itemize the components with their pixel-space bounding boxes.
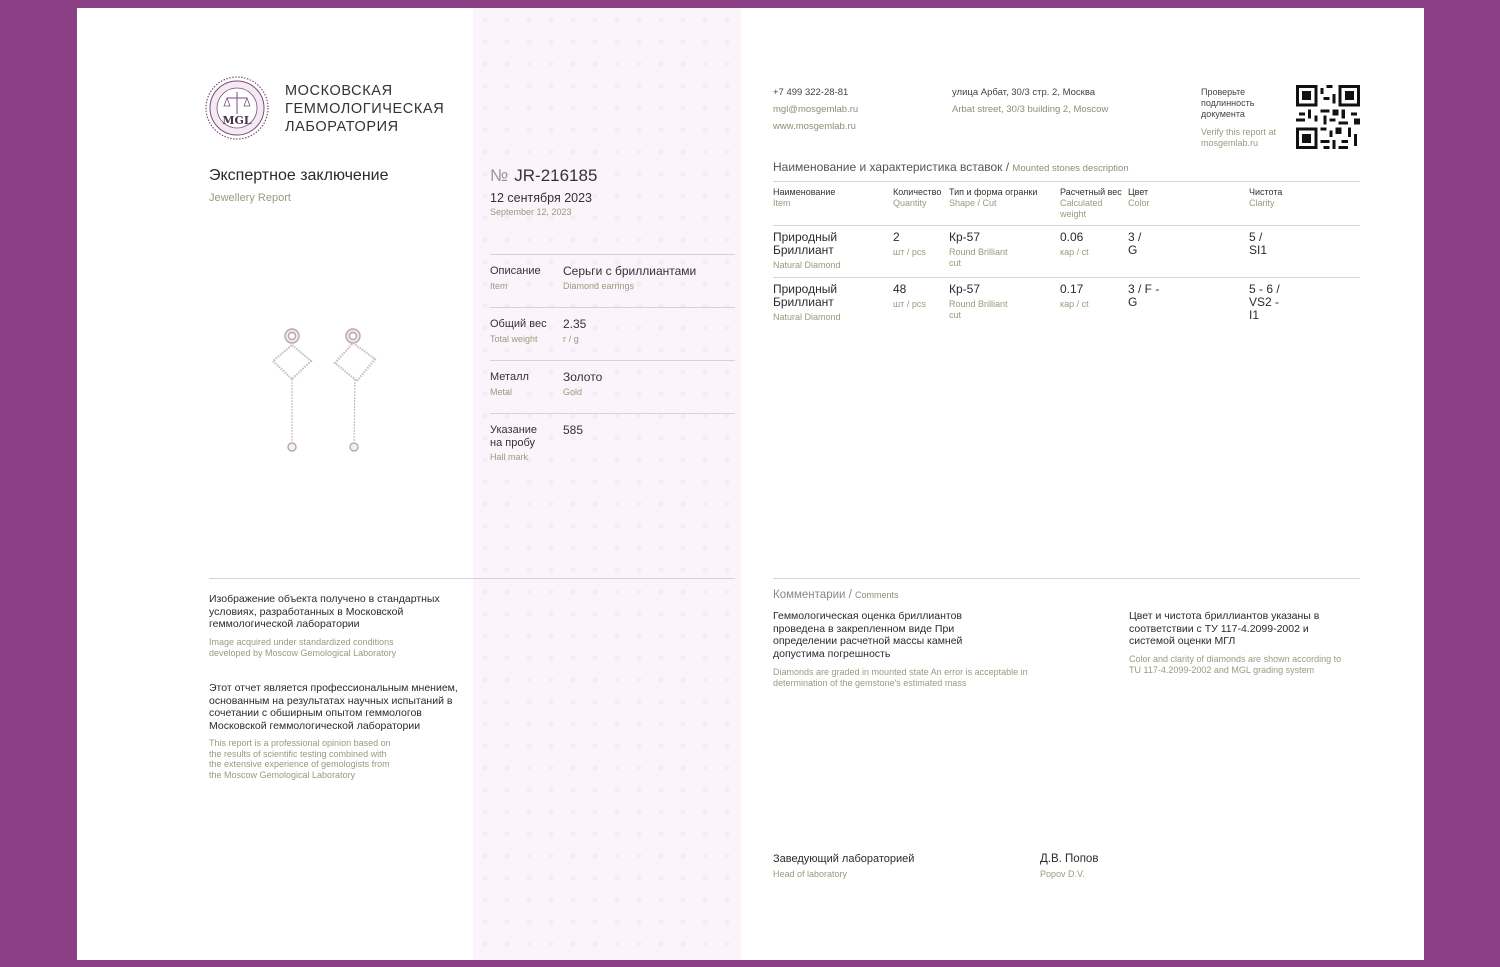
comment-mounted: Геммологическая оценка бриллиантов проведена в закрепленном виде При определении расчетной массы камней допустима погрешность <box>773 610 963 660</box>
report-date-en: September 12, 2023 <box>490 207 572 217</box>
comment-grading-en: Color and clarity of diamonds are shown according to TU 117-4.2099-2002 and MGL grading system <box>1129 654 1342 675</box>
patterned-band <box>473 8 741 960</box>
header-weight: Расчетный вес Calculated weight <box>1060 187 1122 219</box>
row2-cut: Кр-57 <box>949 282 981 296</box>
signature-name-en: Popov D.V. <box>1040 869 1085 879</box>
row2-cut-en: Round Brilliant cut <box>949 299 1008 320</box>
header-item: Наименование Item <box>773 187 836 208</box>
prop-label-weight-en: Total weight <box>490 334 538 344</box>
prop-value-item: Серьги с бриллиантами <box>563 264 697 278</box>
prop-value-metal-en: Gold <box>563 387 583 397</box>
row2-weight: 0.17 <box>1060 282 1084 296</box>
note-image-conditions: Изображение объекта получено в стандартных условиях, разработанных в Московской геммологической лаборатории <box>209 593 440 630</box>
report-title-en: Jewellery Report <box>209 192 291 204</box>
row2-clarity: 5 - 6 / VS2 - I1 <box>1249 282 1280 322</box>
signature-role-en: Head of laboratory <box>773 869 848 879</box>
prop-label-metal-en: Metal <box>490 387 513 397</box>
row1-cut-en: Round Brilliant cut <box>949 247 1008 268</box>
row2-qty: 48 <box>893 282 907 296</box>
row1-weight: 0.06 <box>1060 230 1084 244</box>
qr-code[interactable] <box>1296 85 1360 149</box>
report-title: Экспертное заключение <box>209 167 389 184</box>
earrings-image <box>257 323 397 473</box>
prop-label-weight: Общий вес <box>490 318 547 330</box>
prop-label-hallmark-en: Hall mark <box>490 452 529 462</box>
header-cut: Тип и форма огранки Shape / Cut <box>949 187 1038 208</box>
signature-name: Д.В. Попов <box>1040 853 1099 865</box>
report-number: № JR-216185 <box>490 166 598 185</box>
row2-color: 3 / F - G <box>1128 282 1160 309</box>
note-professional-opinion: Этот отчет является профессиональным мнением, основанным на результатах научных испытаний в сочетании с обширным опытом геммологов Московской геммологической лаборатории <box>209 682 458 732</box>
row2-item: Природный Бриллиант <box>773 282 838 309</box>
verify-text: Проверьте подлинность документа <box>1201 87 1255 119</box>
note-image-conditions-en: Image acquired under standardized conditions developed by Moscow Gemological Laboratory <box>209 637 397 658</box>
prop-value-weight: 2.35 <box>563 317 587 331</box>
svg-text:MGL: MGL <box>222 114 252 127</box>
address: улица Арбат, 30/3 стр. 2, Москва Arbat street, 30/3 building 2, Moscow <box>952 87 1109 115</box>
prop-value-hallmark: 585 <box>563 423 584 437</box>
contacts <box>773 84 858 135</box>
report-date: 12 сентября 2023 <box>490 191 592 205</box>
row1-item: Природный Бриллиант <box>773 230 838 257</box>
row1-item-en: Natural Diamond <box>773 260 841 270</box>
prop-label-hallmark: Указание на пробу <box>490 424 538 449</box>
website: www.mosgemlab.ru <box>773 121 856 132</box>
prop-value-weight-en: г / g <box>563 334 579 344</box>
row1-qty: 2 <box>893 230 900 244</box>
row1-weight-unit: кар / ct <box>1060 247 1089 257</box>
header-quantity: Количество Quantity <box>893 187 942 208</box>
mgl-seal-logo <box>205 76 269 140</box>
row2-qty-unit: шт / pcs <box>893 299 926 309</box>
row1-cut: Кр-57 <box>949 230 981 244</box>
prop-value-metal: Золото <box>563 370 603 384</box>
comment-mounted-en: Diamonds are graded in mounted state An error is acceptable in determination of the gemstone's estimated mass <box>773 667 1028 688</box>
prop-label-metal: Металл <box>490 371 529 383</box>
row2-weight-unit: кар / ct <box>1060 299 1089 309</box>
header-clarity: Чистота Clarity <box>1249 187 1283 208</box>
comment-grading: Цвет и чистота бриллиантов указаны в соответствии с ТУ 117-4.2099-2002 и системой оценки МГЛ <box>1129 610 1320 647</box>
report-page <box>77 8 1424 960</box>
verify-text-en: Verify this report at mosgemlab.ru <box>1201 127 1277 148</box>
header-color: Цвет Color <box>1128 187 1150 208</box>
prop-value-item-en: Diamond earrings <box>563 281 635 291</box>
note-professional-opinion-en: This report is a professional opinion based on the results of scientific testing combined with the extensive experience of gemologists from the Moscow Gemological Laboratory <box>209 738 391 780</box>
phone: +7 499 322-28-81 <box>773 87 849 98</box>
prop-label-item: Описание <box>490 265 541 277</box>
row2-item-en: Natural Diamond <box>773 312 841 322</box>
stones-section-title: Наименование и характеристика вставок / Mounted stones description <box>773 160 1129 174</box>
comments-title: Комментарии / Comments <box>773 589 899 601</box>
prop-label-item-en: Item <box>490 281 508 291</box>
email: mgl@mosgemlab.ru <box>773 104 859 115</box>
row1-color: 3 / G <box>1128 230 1142 257</box>
lab-name: МОСКОВСКАЯ ГЕММОЛОГИЧЕСКАЯ ЛАБОРАТОРИЯ <box>285 83 445 135</box>
row1-qty-unit: шт / pcs <box>893 247 926 257</box>
signature-role: Заведующий лабораторией <box>773 853 915 865</box>
row1-clarity: 5 / SI1 <box>1249 230 1268 257</box>
